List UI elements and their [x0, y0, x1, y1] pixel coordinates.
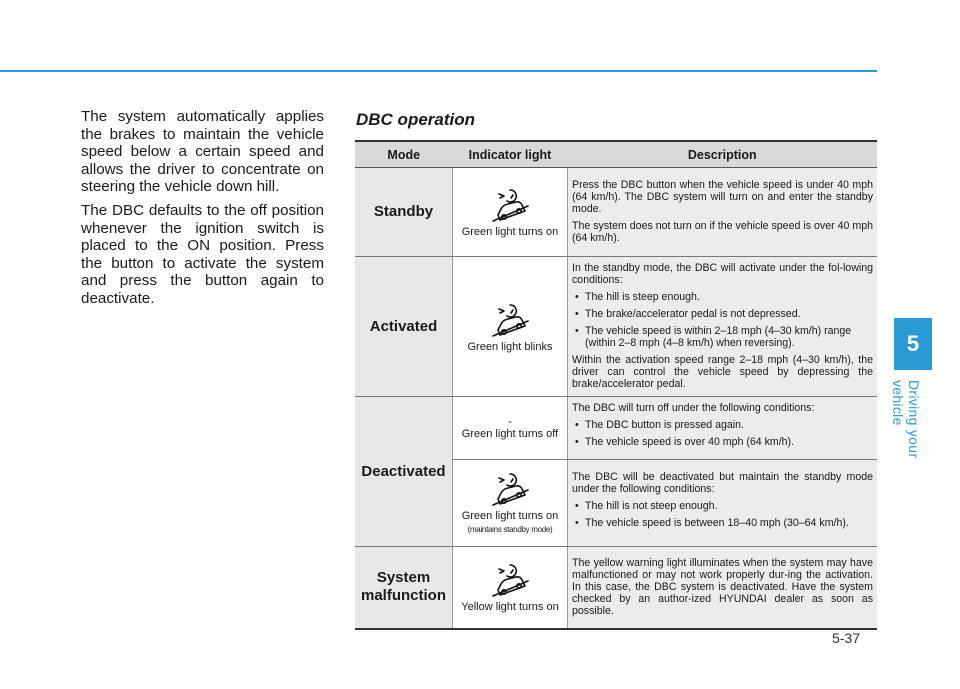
dbc-indicator-icon: [488, 186, 532, 224]
description-deactivated-off: [568, 397, 878, 460]
standby-note: (maintains standby mode): [467, 525, 553, 534]
list-item: • The brake/accelerator pedal is not depressed.: [572, 308, 873, 320]
header-description: Description: [568, 141, 878, 168]
table-row-activated: [355, 257, 877, 397]
indicator-deactivated-standby-label: Green light turns on: [461, 510, 559, 522]
list-item: • The vehicle speed is between 18–40 mph (30–64 km/h).: [572, 517, 873, 529]
header-indicator: Indicator light: [453, 141, 568, 168]
indicator-standby: [453, 168, 568, 257]
section-title: DBC operation: [356, 110, 475, 129]
indicator-dash: -: [508, 416, 512, 428]
description-standby: [568, 168, 878, 257]
deactivated-off-intro: The DBC will turn off under the following conditions:: [572, 402, 815, 414]
indicator-activated-label: Green light blinks: [467, 340, 553, 353]
dbc-indicator-icon: [488, 470, 532, 508]
mode-deactivated: Deactivated: [355, 397, 453, 547]
table-row-deactivated-1: [355, 397, 877, 460]
activated-conditions: [572, 291, 873, 349]
indicator-activated: [453, 257, 568, 397]
page-number: 5-37: [832, 630, 861, 646]
description-activated: [568, 257, 878, 397]
intro-text: [81, 108, 324, 314]
indicator-standby-label: Green light turns on: [461, 226, 559, 238]
chapter-label: Driving your vehicle: [890, 380, 922, 459]
list-item: • The vehicle speed is over 40 mph (64 km/h).: [572, 436, 873, 448]
deactivated-standby-conditions: [572, 500, 873, 529]
mode-malfunction: [355, 547, 453, 629]
intro-paragraph-2: The DBC defaults to the off position whenever the ignition switch is placed to the ON position. Press the button to activate the system and press the button again to deactivate.: [81, 201, 324, 307]
description-malfunction: [568, 547, 878, 629]
indicator-deactivated-off-label: Green light turns off: [461, 428, 559, 440]
mode-malfunction-label: System malfunction: [361, 569, 446, 605]
list-item: • The hill is not steep enough.: [572, 500, 873, 512]
header-rule: [0, 70, 877, 72]
intro-paragraph-1: The system automatically applies the brakes to maintain the vehicle speed below a certain speed and allows the driver to concentrate on steering the vehicle down hill.: [81, 108, 324, 196]
dbc-indicator-icon: [488, 301, 532, 339]
mode-standby: Standby: [355, 168, 453, 257]
activated-intro: In the standby mode, the DBC will activate under the fol-lowing conditions:: [572, 262, 873, 286]
malfunction-desc: The yellow warning light illuminates when the system may have malfunctioned or may not work properly dur-ing the activation. In this case, the DBC system is deactivated. Have the system checked by an author-ized HYUNDAI dealer as soon as possible.: [572, 556, 873, 617]
list-item: • The hill is steep enough.: [572, 291, 873, 303]
list-item: • The vehicle speed is within 2–18 mph (4–30 km/h) range (within 2–8 mph (4–8 km/h) when reversing).: [572, 325, 873, 349]
chapter-number-tab: 5: [894, 318, 932, 370]
header-mode: Mode: [355, 141, 453, 168]
standby-desc-2: The system does not turn on if the vehicle speed is over 40 mph (64 km/h).: [572, 220, 873, 244]
table-row-malfunction: [355, 547, 877, 629]
description-deactivated-standby: [568, 460, 878, 547]
list-item: • The DBC button is pressed again.: [572, 419, 873, 431]
indicator-deactivated-off: [453, 397, 568, 460]
table-row-standby: [355, 168, 877, 257]
standby-desc-1: Press the DBC button when the vehicle speed is under 40 mph (64 km/h). The DBC system will turn on and enter the standby mode.: [572, 179, 873, 215]
mode-activated: Activated: [355, 257, 453, 397]
deactivated-standby-intro: The DBC will be deactivated but maintain the standby mode under the following conditions:: [572, 471, 873, 495]
indicator-malfunction-label: Yellow light turns on: [461, 601, 559, 614]
indicator-malfunction: [453, 547, 568, 629]
dbc-operation-table: [355, 140, 877, 630]
table-header-row: [355, 141, 877, 168]
dbc-indicator-icon: [488, 561, 532, 599]
deactivated-off-conditions: [572, 419, 873, 448]
activated-outro: Within the activation speed range 2–18 mph (4–30 km/h), the driver can control the vehicle speed by depressing the brake/accelerator pedal.: [572, 354, 873, 390]
indicator-deactivated-standby: [453, 460, 568, 547]
